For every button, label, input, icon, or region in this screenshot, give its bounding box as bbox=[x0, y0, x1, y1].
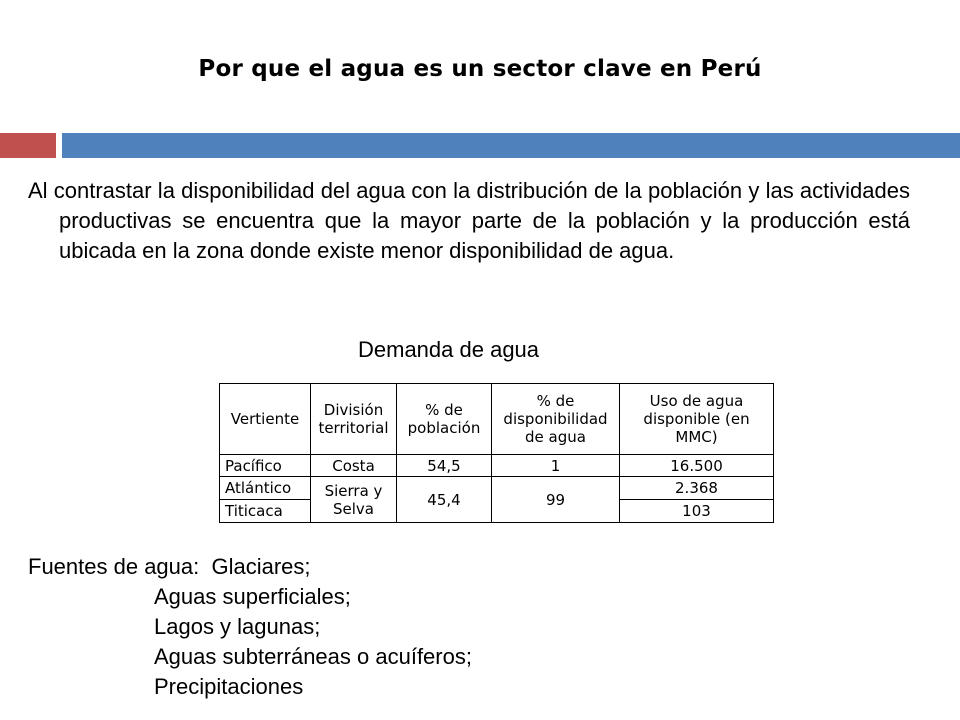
cell-division: Sierra y Selva bbox=[311, 477, 397, 523]
header-poblacion: % de población bbox=[397, 384, 492, 455]
header-vertiente: Vertiente bbox=[220, 384, 311, 455]
water-demand-table bbox=[219, 383, 774, 523]
cell-disponibilidad: 99 bbox=[492, 477, 620, 523]
table-header-row bbox=[220, 384, 774, 455]
table-row bbox=[220, 455, 774, 477]
water-sources-list bbox=[28, 552, 472, 702]
accent-bar-red bbox=[0, 133, 56, 158]
water-source-item: Precipitaciones bbox=[154, 674, 304, 699]
table-row bbox=[220, 477, 774, 500]
header-division: División territorial bbox=[311, 384, 397, 455]
cell-vertiente: Pacífico bbox=[220, 455, 311, 477]
list-item bbox=[28, 552, 472, 582]
water-source-item: Glaciares; bbox=[211, 554, 311, 579]
table-title: Demanda de agua bbox=[358, 337, 540, 362]
cell-uso: 16.500 bbox=[620, 455, 774, 477]
water-source-item: Aguas superficiales; bbox=[154, 584, 351, 609]
list-item bbox=[28, 642, 472, 672]
header-uso: Uso de agua disponible (en MMC) bbox=[620, 384, 774, 455]
accent-bar-blue bbox=[62, 133, 960, 158]
cell-disponibilidad: 1 bbox=[492, 455, 620, 477]
intro-paragraph: Al contrastar la disponibilidad del agua con la distribución de la población y las actividades productivas se encuentra que la mayor parte de la población y la producción está ubicada en la zona donde existe menor disponibilidad de agua. bbox=[28, 178, 910, 263]
cell-poblacion: 54,5 bbox=[397, 455, 492, 477]
cell-vertiente: Titicaca bbox=[220, 500, 311, 523]
water-source-item: Aguas subterráneas o acuíferos; bbox=[154, 644, 472, 669]
list-item bbox=[28, 612, 472, 642]
cell-uso: 2.368 bbox=[620, 477, 774, 500]
cell-vertiente: Atlántico bbox=[220, 477, 311, 500]
slide-title: Por que el agua es un sector clave en Perú bbox=[198, 56, 762, 82]
cell-uso: 103 bbox=[620, 500, 774, 523]
cell-division: Costa bbox=[311, 455, 397, 477]
water-sources-label: Fuentes de agua: bbox=[28, 554, 200, 579]
water-source-item: Lagos y lagunas; bbox=[154, 614, 321, 639]
list-item bbox=[28, 672, 472, 702]
cell-poblacion: 45,4 bbox=[397, 477, 492, 523]
header-disponibilidad: % de disponibilidad de agua bbox=[492, 384, 620, 455]
list-item bbox=[28, 582, 472, 612]
